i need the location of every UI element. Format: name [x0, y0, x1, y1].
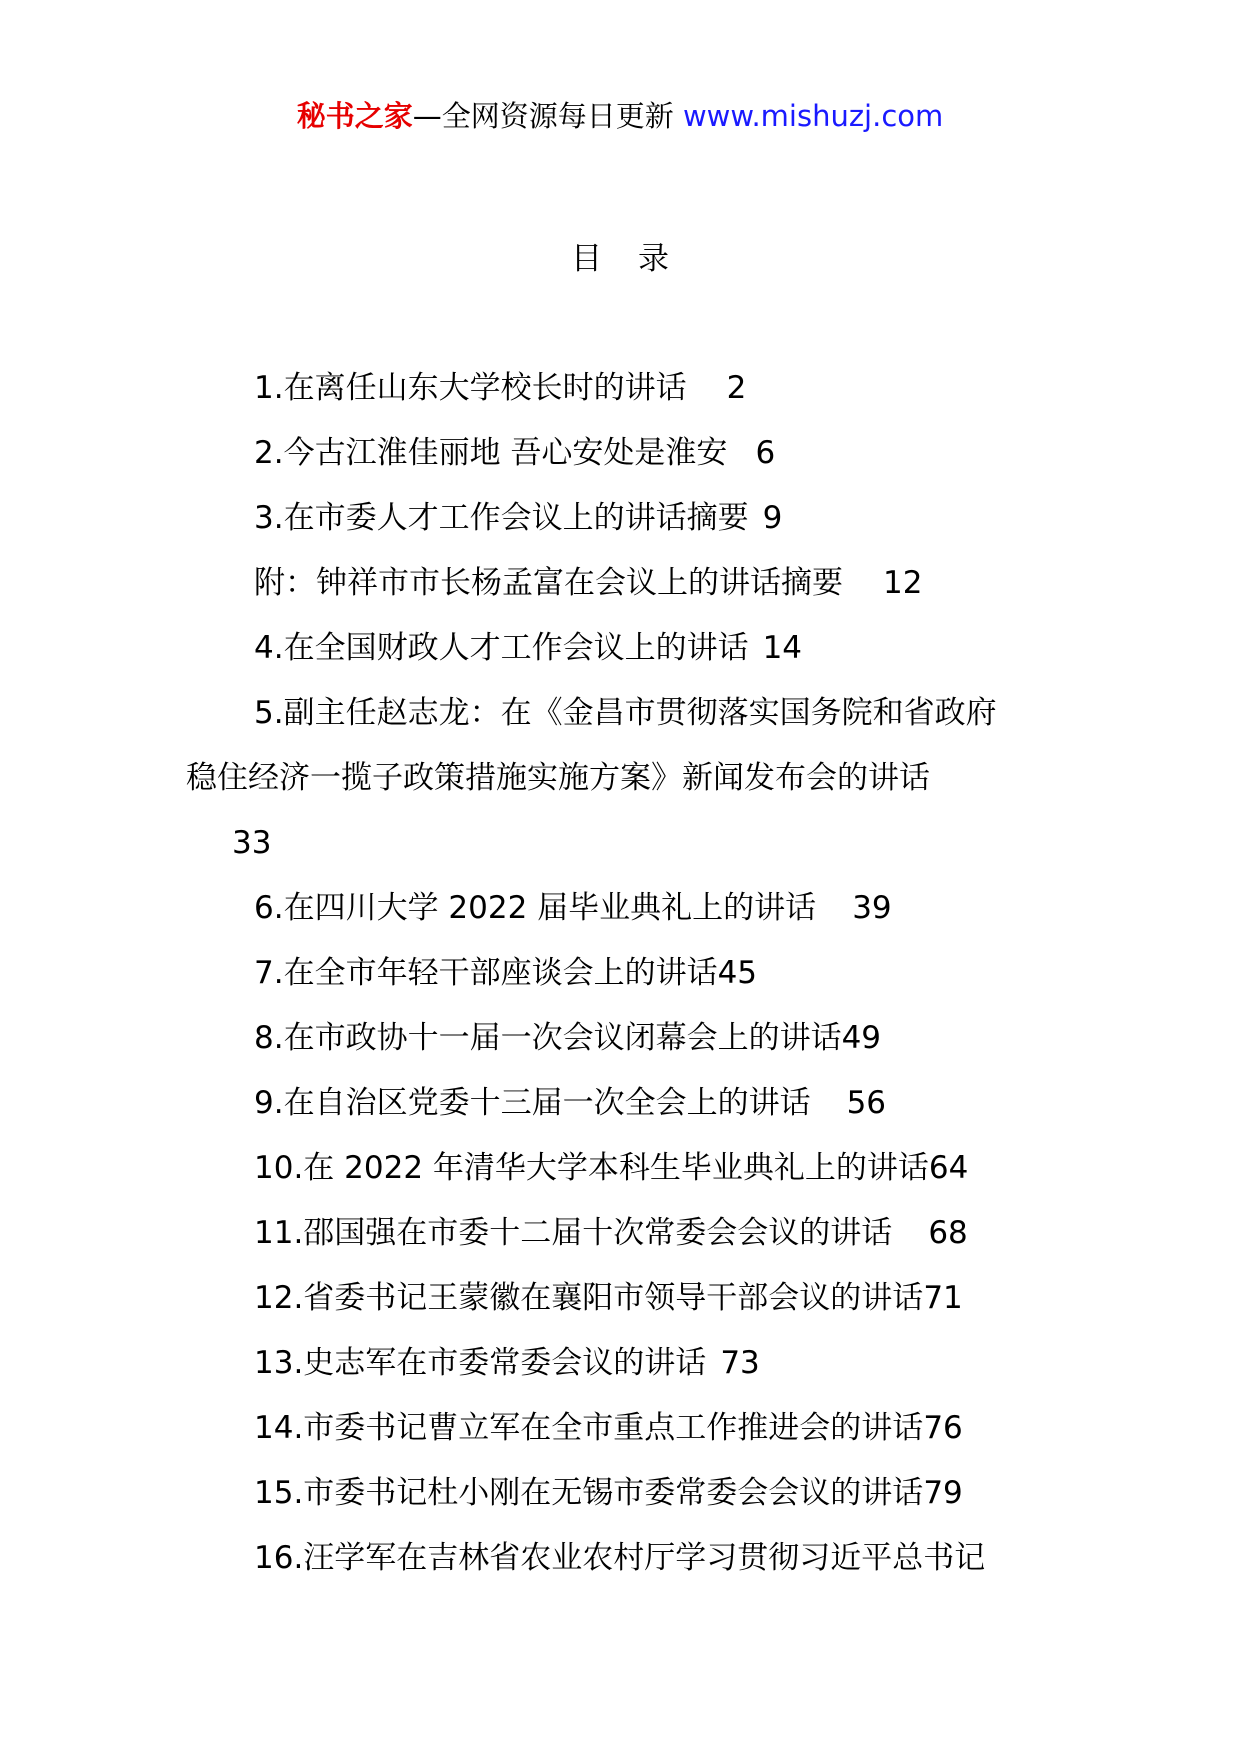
- toc-entry-title: 附：钟祥市市长杨孟富在会议上的讲话摘要: [254, 565, 843, 601]
- toc-entry-title: 7.在全市年轻干部座谈会上的讲话: [254, 955, 718, 991]
- toc-entry[interactable]: [186, 1461, 1056, 1526]
- toc-entry[interactable]: [186, 421, 1056, 486]
- toc-entry-title: 13.史志军在市委常委会议的讲话: [254, 1345, 707, 1381]
- brand-name: 秘书之家: [296, 99, 413, 133]
- website-link[interactable]: www.mishuzj.com: [682, 99, 944, 133]
- toc-entry[interactable]: [186, 1136, 1056, 1201]
- toc-entry[interactable]: [186, 356, 1056, 421]
- toc-entry-title-line1: 5.副主任赵志龙：在《金昌市贯彻落实国务院和省政府: [254, 695, 997, 731]
- toc-entry-page: 9: [762, 500, 783, 536]
- toc-entry-title: 10.在 2022 年清华大学本科生毕业典礼上的讲话: [254, 1150, 929, 1186]
- toc-entry[interactable]: [186, 1396, 1056, 1461]
- toc-entry-page: 79: [923, 1475, 963, 1511]
- toc-entry-page: 33: [232, 825, 272, 861]
- toc-title: 目录: [571, 241, 705, 277]
- toc-entry[interactable]: [186, 616, 1056, 681]
- toc-entry-page: 71: [923, 1280, 963, 1316]
- toc-entry-page: 39: [852, 890, 892, 926]
- toc-entry-title: 2.今古江淮佳丽地 吾心安处是淮安: [254, 435, 728, 471]
- toc-entry[interactable]: [186, 876, 1056, 941]
- toc-entry-page: 76: [923, 1410, 963, 1446]
- toc-entry-title: 6.在四川大学 2022 届毕业典礼上的讲话: [254, 890, 817, 926]
- toc-entry-title: 15.市委书记杜小刚在无锡市委常委会会议的讲话: [254, 1475, 924, 1511]
- toc-entry-title: 3.在市委人才工作会议上的讲话摘要: [254, 500, 749, 536]
- toc-entry[interactable]: [186, 551, 1056, 616]
- toc-entry-title: 1.在离任山东大学校长时的讲话: [254, 370, 687, 406]
- toc-entry[interactable]: [186, 1006, 1056, 1071]
- toc-entry-page: 14: [762, 630, 803, 666]
- toc-entry[interactable]: [186, 486, 1056, 551]
- toc-entry-title: 4.在全国财政人才工作会议上的讲话: [254, 630, 749, 666]
- toc-entry-page: 73: [720, 1345, 760, 1381]
- page-header: [0, 96, 1240, 136]
- toc-entry-page: 68: [928, 1215, 968, 1251]
- toc-entry-title: 12.省委书记王蒙徽在襄阳市领导干部会议的讲话: [254, 1280, 924, 1316]
- toc-entry-page: 49: [841, 1020, 882, 1056]
- toc-entry-page: 64: [928, 1150, 969, 1186]
- toc-entry-title: 16.汪学军在吉林省农业农村厅学习贯彻习近平总书记: [254, 1540, 986, 1576]
- toc-entry-page: 12: [883, 565, 923, 601]
- toc-entry-title: 14.市委书记曹立军在全市重点工作推进会的讲话: [254, 1410, 924, 1446]
- toc-entry-title: 9.在自治区党委十三届一次全会上的讲话: [254, 1085, 811, 1121]
- toc-entry-title: 11.邵国强在市委十二届十次常委会会议的讲话: [254, 1215, 893, 1251]
- toc-entry-page-line[interactable]: [186, 811, 1056, 876]
- toc-entry-title-line2: 稳住经济一揽子政策措施实施方案》新闻发布会的讲话: [186, 760, 930, 796]
- toc-entry-multiline[interactable]: [186, 681, 1056, 746]
- toc-entry[interactable]: [186, 1266, 1056, 1331]
- toc-entry-title: 8.在市政协十一届一次会议闭幕会上的讲话: [254, 1020, 842, 1056]
- toc-entry[interactable]: [186, 1071, 1056, 1136]
- toc-entry-page: 45: [717, 955, 758, 991]
- toc-entry-continuation[interactable]: [186, 746, 1056, 811]
- table-of-contents: [186, 356, 1056, 1591]
- toc-entry[interactable]: [186, 1331, 1056, 1396]
- toc-entry[interactable]: [186, 941, 1056, 1006]
- header-slogan: —全网资源每日更新: [412, 99, 683, 133]
- toc-entry-page: 6: [755, 435, 776, 471]
- toc-entry[interactable]: [186, 1201, 1056, 1266]
- toc-entry-page: 56: [846, 1085, 887, 1121]
- toc-entry-page: 2: [726, 370, 747, 406]
- toc-entry[interactable]: [186, 1526, 1056, 1591]
